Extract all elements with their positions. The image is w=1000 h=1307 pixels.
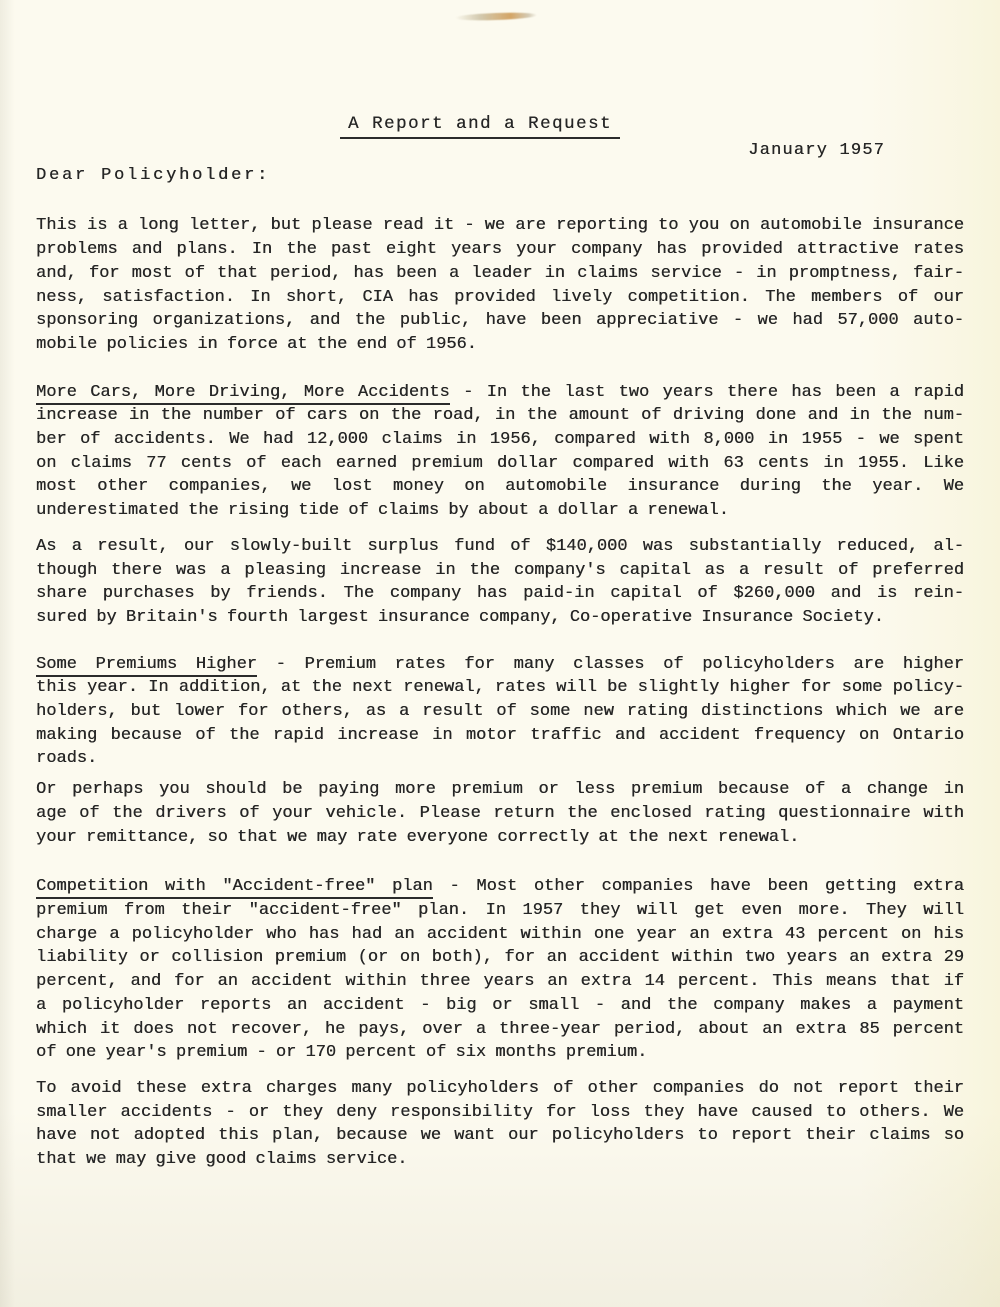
salutation: Dear Policyholder: [36, 165, 271, 185]
text-line: charge a policyholder who has had an accident within one year an extra 43 percent on his [36, 924, 964, 944]
section-heading-line [36, 381, 964, 405]
text-line: this year. In addition, at the next renewal, rates will be slightly higher for some policy- [36, 678, 964, 698]
text-line: sured by Britain's fourth largest insurance company, Co-operative Insurance Society. [36, 607, 884, 627]
text-line: smaller accidents - or they deny responsibility for loss they have caused to others. We [36, 1102, 964, 1122]
text-line: holders, but lower for others, as a result of some new rating distinctions which we are [36, 702, 964, 722]
text-line: on claims 77 cents of each earned premium dollar compared with 63 cents in 1955. Like [36, 453, 964, 473]
text-line: share purchases by friends. The company has paid-in capital of $260,000 and is rein- [36, 584, 964, 604]
text-line: ber of accidents. We had 12,000 claims in 1956, compared with 8,000 in 1955 - we spent [36, 430, 964, 450]
text-line: ness, satisfaction. In short, CIA has provided lively competition. The members of our [36, 287, 964, 307]
section-heading-line [36, 875, 964, 899]
letter-title: A Report and a Request [340, 114, 620, 139]
text-line: This is a long letter, but please read it - we are reporting to you on automobile insurance [36, 216, 964, 236]
letter-title-row [16, 112, 944, 136]
text-line: though there was a pleasing increase in the company's capital as a result of preferred [36, 560, 964, 580]
text-line: roads. [36, 749, 98, 769]
text-line: and, for most of that period, has been a leader in claims service - in promptness, fair- [36, 263, 964, 283]
text-line: underestimated the rising tide of claims by about a dollar a renewal. [36, 501, 729, 521]
text-line: increase in the number of cars on the road, in the amount of driving done and in the num- [36, 406, 964, 426]
text-line: liability or collision premium (or on both), for an accident within two years an extra 29 [36, 948, 964, 968]
text-line: percent, and for an accident within three years an extra 14 percent. This means that if [36, 972, 964, 992]
paragraph-intro [36, 214, 964, 356]
paragraph-surplus [36, 535, 964, 630]
section-heading-competition: Competition with "Accident-free" plan [36, 877, 433, 899]
paragraph-premiums-higher [36, 653, 964, 772]
text-line: To avoid these extra charges many policyholders of other companies do not report their [36, 1078, 964, 1098]
text-line: a policyholder reports an accident - big or small - and the company makes a payment [36, 995, 964, 1015]
text-line: your remittance, so that we may rate everyone correctly at the next renewal. [36, 827, 800, 847]
paragraph-rating-questionnaire [36, 778, 964, 849]
paragraph-avoid-charges [36, 1077, 964, 1172]
text-line: sponsoring organizations, and the public, have been appreciative - we had 57,000 auto- [36, 311, 964, 331]
text-line: which it does not recover, he pays, over a three-year period, about an extra 85 percent [36, 1019, 964, 1039]
section-heading-more-cars: More Cars, More Driving, More Accidents [36, 383, 450, 405]
section-heading-premiums: Some Premiums Higher [36, 655, 257, 677]
text-line: mobile policies in force at the end of 1956. [36, 334, 477, 354]
text-line: problems and plans. In the past eight years your company has provided attractive rates [36, 240, 964, 260]
paragraph-competition [36, 875, 964, 1065]
text-line: Or perhaps you should be paying more premium or less premium because of a change in [36, 780, 964, 800]
text-line: have not adopted this plan, because we want our policyholders to report their claims so [36, 1126, 964, 1146]
text-line: that we may give good claims service. [36, 1150, 408, 1170]
letter-date: January 1957 [748, 141, 885, 160]
section-heading-rest: - Premium rates for many classes of policyholders are higher [256, 654, 964, 674]
paragraph-more-cars [36, 381, 964, 523]
text-line: making because of the rapid increase in motor traffic and accident frequency on Ontario [36, 725, 964, 745]
text-line: As a result, our slowly-built surplus fund of $140,000 was substantially reduced, al- [36, 536, 964, 556]
text-line: premium from their "accident-free" plan. In 1957 they will get even more. They will [36, 900, 964, 920]
text-line: age of the drivers of your vehicle. Please return the enclosed rating questionnaire with [36, 803, 964, 823]
text-line: most other companies, we lost money on automobile insurance during the year. We [36, 477, 964, 497]
text-line: of one year's premium - or 170 percent of six months premium. [36, 1043, 648, 1063]
section-heading-line [36, 653, 964, 677]
section-heading-rest: - Most other companies have been getting extra [432, 877, 964, 897]
section-heading-rest: - In the last two years there has been a rapid [449, 382, 964, 402]
